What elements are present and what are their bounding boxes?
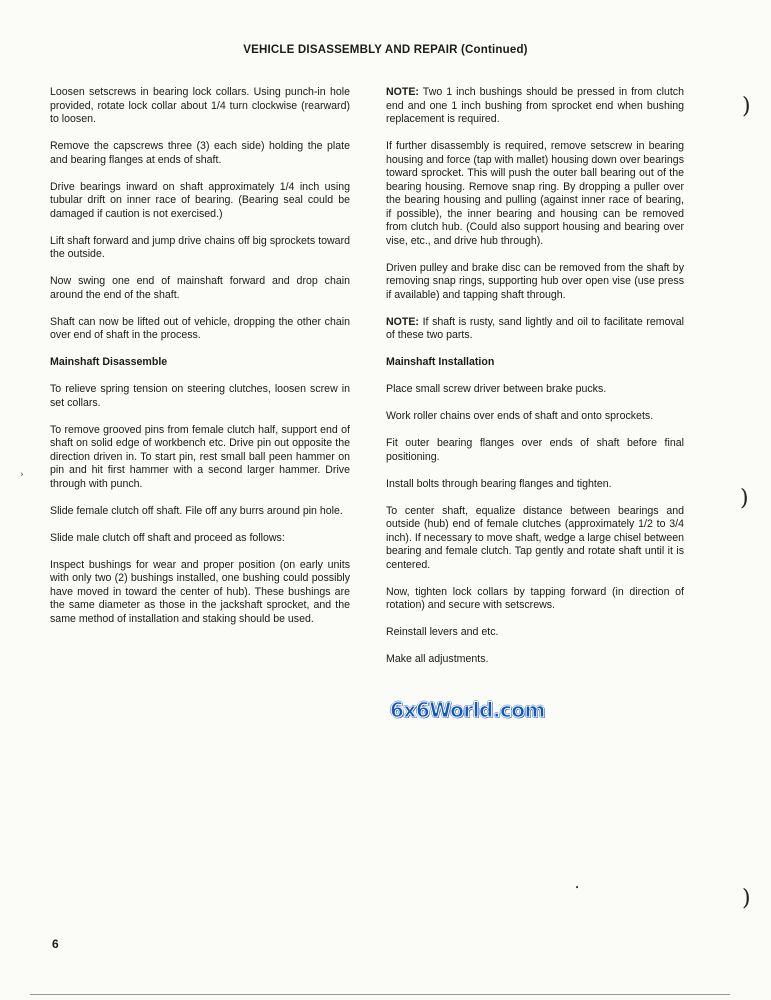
instruction-paragraph: Loosen setscrews in bearing lock collars. Using punch-in hole provided, rotate lock collar about 1/4 turn clockwise (rearward) to loosen.: [50, 86, 350, 125]
instruction-paragraph: Slide male clutch off shaft and proceed as follows:: [50, 531, 285, 544]
page-number: 6: [52, 937, 59, 951]
instruction-paragraph: Shaft can now be lifted out of vehicle, dropping the other chain over end of shaft in the process.: [50, 315, 350, 341]
instruction-paragraph: Driven pulley and brake disc can be removed from the shaft by removing snap rings, supporting hub over open vise (use press if available) and tapping shaft through.: [386, 261, 684, 301]
left-column: [50, 86, 350, 640]
right-column: [386, 86, 684, 680]
instruction-paragraph: Drive bearings inward on shaft approximately 1/4 inch using tubular drift on inner race of bearing. (Bearing seal could be damaged if caution is not exercised.): [50, 180, 350, 220]
instruction-paragraph: Fit outer bearing flanges over ends of shaft before final positioning.: [386, 437, 684, 463]
instruction-paragraph: Place small screw driver between brake pucks.: [386, 383, 607, 395]
bottom-divider: [30, 994, 730, 995]
note-paragraph: [386, 316, 684, 343]
watermark-logo: 6x6World.com: [390, 698, 545, 722]
instruction-paragraph: If further disassembly is required, remove setscrew in bearing housing and force (tap with mallet) housing down over bearings toward sprocket. This will push the outer ball bearing out of the bearing housing. Remove snap ring. By dropping a puller over the bearing housing and pulling (against inner race of bearing, if possible), the inner bearing and housing can be removed from clutch hub. (Could also support housing and bearing over vise, etc., and drive hub through).: [386, 140, 684, 247]
scan-speck-icon: •: [575, 884, 580, 892]
note-label: NOTE:: [386, 315, 419, 328]
binder-hole-mark-icon: ): [742, 94, 751, 119]
instruction-paragraph: Inspect bushings for wear and proper position (on early units with only two (2) bushings installed, one bushing could possibly have moved in toward the center of hub). These bushings are the same diameter as those in the jackshaft sprocket, and the same method of installation and staking should be used.: [50, 558, 350, 625]
instruction-paragraph: Work roller chains over ends of shaft and onto sprockets.: [386, 410, 654, 422]
instruction-paragraph: Slide female clutch off shaft. File off any burrs around pin hole.: [50, 504, 343, 517]
instruction-paragraph: To remove grooved pins from female clutch half, support end of shaft on solid edge of workbench etc. Drive pin out opposite the direction driven in. To start pin, rest small ball peen hammer on pin and hit first hammer with a second larger hammer. Drive through with punch.: [50, 423, 350, 490]
binder-hole-mark-icon: ): [740, 486, 749, 511]
instruction-paragraph: To relieve spring tension on steering clutches, loosen screw in set collars.: [50, 383, 350, 409]
instruction-paragraph: To center shaft, equalize distance between bearings and outside (hub) end of female clutches (approximately 1/2 to 3/4 inch). If necessary to move shaft, wedge a large chisel between bearing and female clutch. Tap gently and rotate shaft until it is centered.: [386, 504, 684, 571]
note-text: If shaft is rusty, sand lightly and oil to facilitate removal of these two parts.: [386, 315, 684, 341]
page-title: VEHICLE DISASSEMBLY AND REPAIR (Continued): [243, 44, 528, 56]
instruction-paragraph: Make all adjustments.: [386, 653, 489, 665]
instruction-paragraph: Reinstall levers and etc.: [386, 626, 499, 638]
note-paragraph: [386, 86, 684, 127]
instruction-paragraph: Install bolts through bearing flanges and tighten.: [386, 477, 612, 490]
instruction-paragraph: Remove the capscrews three (3) each side) holding the plate and bearing flanges at ends of shaft.: [50, 140, 350, 166]
section-heading-mainshaft-installation: Mainshaft Installation: [386, 356, 495, 368]
section-heading-mainshaft-disassemble: Mainshaft Disassemble: [50, 356, 168, 368]
binder-hole-mark-icon: ): [742, 886, 751, 911]
instruction-paragraph: Now swing one end of mainshaft forward and drop chain around the end of the shaft.: [50, 275, 350, 301]
note-text: Two 1 inch bushings should be pressed in from clutch end and one 1 inch bushing from sprocket end when bushing replacement is required.: [386, 86, 684, 125]
instruction-paragraph: Now, tighten lock collars by tapping forward (in direction of rotation) and secure with setscrews.: [386, 585, 684, 611]
scan-speck-icon: ›: [20, 470, 24, 480]
note-label: NOTE:: [386, 86, 419, 98]
instruction-paragraph: Lift shaft forward and jump drive chains off big sprockets toward the outside.: [50, 234, 350, 260]
